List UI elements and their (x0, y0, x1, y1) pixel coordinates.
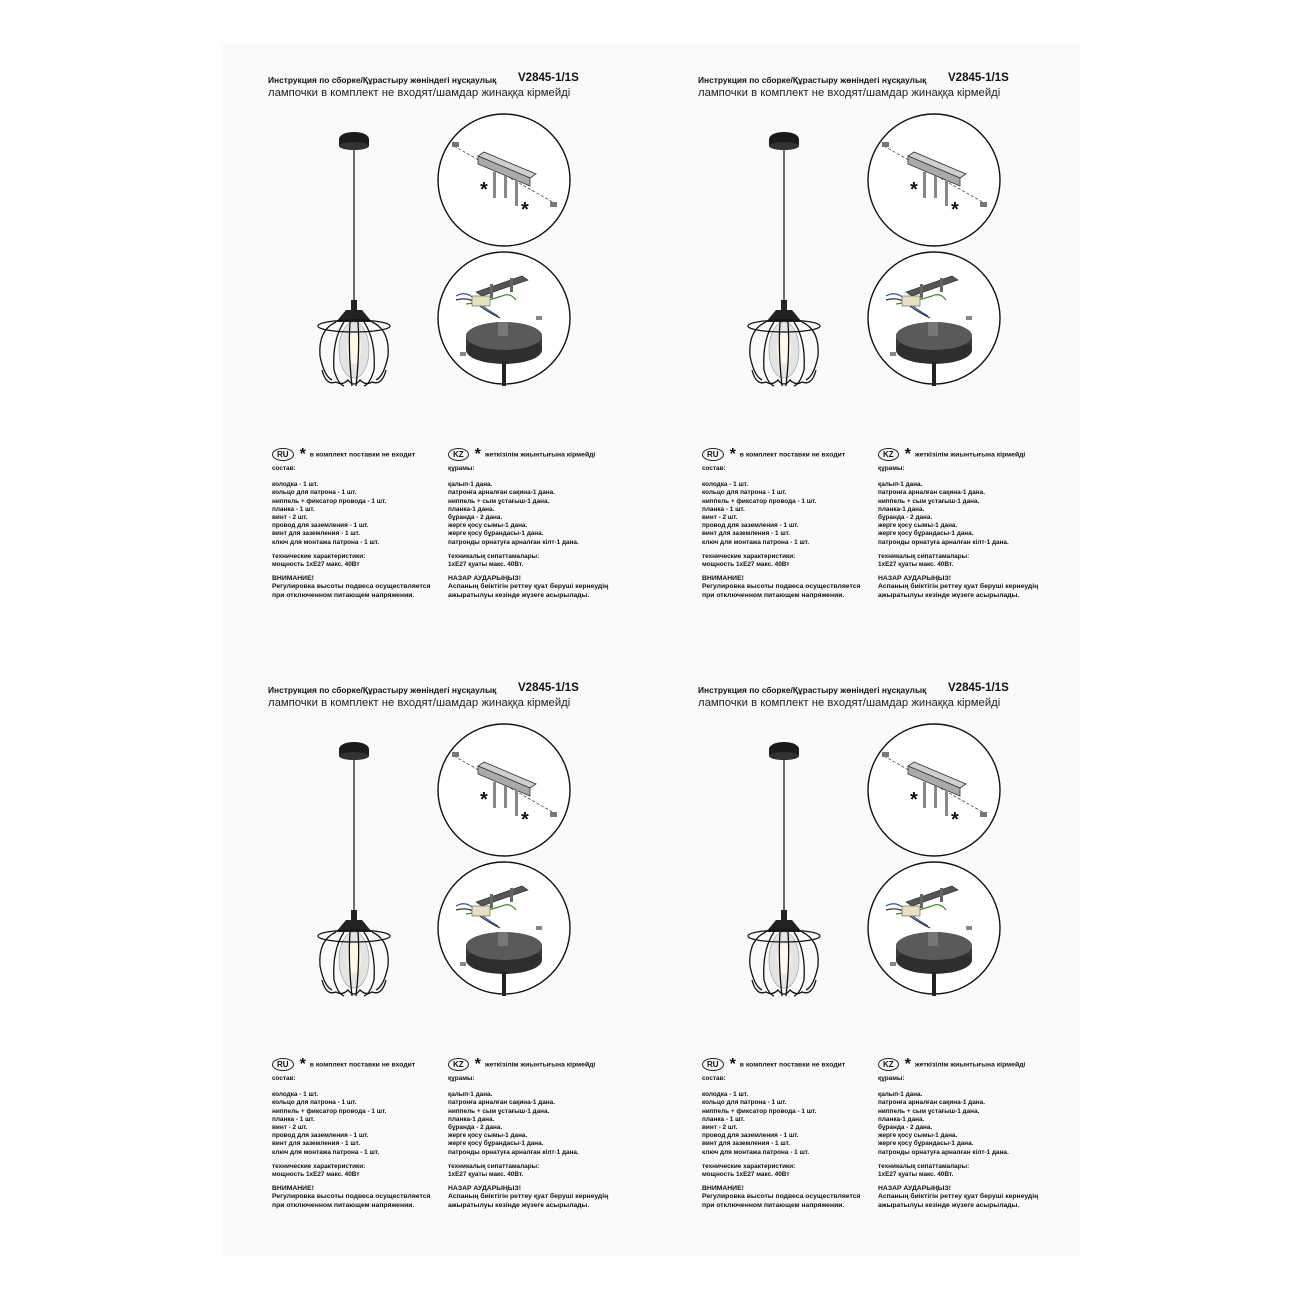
instruction-page (268, 72, 698, 672)
kz-warning-title: НАЗАР АУДАРЫҢЫЗ! (448, 575, 521, 583)
ru-warning-title: ВНИМАНИЕ! (272, 1185, 314, 1193)
star-icon: * (904, 445, 911, 463)
kz-warning-text: ажыратылуы кезінде жүзеге асырылады. (878, 591, 1020, 599)
ru-warning-title: ВНИМАНИЕ! (702, 1185, 744, 1193)
kz-not-included: жеткізілім жиынтығына кірмейді (484, 451, 596, 459)
ru-header (702, 445, 846, 463)
ru-composition-title: состав: (702, 1075, 726, 1082)
list-item: патронға арналған сақина-1 дана. (448, 489, 555, 497)
ru-badge: RU (702, 448, 724, 461)
ru-column (272, 465, 450, 600)
kz-warning-text: Аспаның биіктігін реттеу қуат беруші кернеудің (448, 583, 609, 591)
list-item: ниппель + сым ұстағыш-1 дана. (878, 1107, 980, 1115)
list-item: планка-1 дана. (448, 1115, 495, 1123)
list-item: провод для заземления - 1 шт. (272, 1132, 369, 1140)
kz-power: 1xE27 қуаты макс. 40Вт. (448, 1171, 524, 1179)
list-item: бұранда - 2 дана. (878, 514, 933, 522)
instruction-page (268, 682, 698, 1282)
list-item: планка - 1 шт. (702, 1115, 745, 1123)
kz-power: 1xE27 қуаты макс. 40Вт. (878, 1171, 954, 1179)
kz-header (448, 1055, 596, 1073)
ru-specs-title: технические характеристики: (272, 552, 366, 560)
ru-specs-title: технические характеристики: (702, 552, 796, 560)
list-item: жерге қосу бұрандасы-1 дана. (448, 1140, 544, 1148)
ru-warning-text: при отключенном питающем напряжении. (702, 591, 845, 599)
list-item: винт для заземления - 1 шт. (702, 530, 790, 538)
instruction-page (698, 682, 1128, 1282)
list-item: провод для заземления - 1 шт. (702, 1132, 799, 1140)
header-subtitle: лампочки в комплект не входят/шамдар жинаққа кірмейді (268, 87, 571, 99)
list-item: винт для заземления - 1 шт. (272, 1140, 360, 1148)
list-item: жерге қосу сымы-1 дана. (448, 522, 528, 530)
list-item: провод для заземления - 1 шт. (702, 522, 799, 530)
list-item: ключ для монтажа патрона - 1 шт. (702, 538, 810, 546)
kz-specs-title: техникалық сипаттамалары: (878, 1162, 970, 1170)
kz-specs-title: техникалық сипаттамалары: (878, 552, 970, 560)
bracket-mounting-diagram (866, 112, 1002, 248)
ru-badge: RU (272, 448, 294, 461)
list-item: қалып-1 дана. (448, 481, 493, 489)
star-icon: * (729, 1055, 736, 1073)
list-item: планка-1 дана. (448, 505, 495, 513)
not-included-star: * (521, 809, 529, 831)
header-title: Инструкция по сборке/Құрастыру жөніндегі нұсқаулық (698, 685, 927, 695)
list-item: жерге қосу бұрандасы-1 дана. (878, 1140, 974, 1148)
bracket-mounting-diagram (436, 112, 572, 248)
pendant-lamp-illustration (740, 740, 828, 1000)
ru-warning-text: Регулировка высоты подвеса осуществляется (272, 1193, 431, 1201)
list-item: ключ для монтажа патрона - 1 шт. (702, 1148, 810, 1156)
list-item: патронға арналған сақина-1 дана. (878, 1099, 985, 1107)
kz-warning-text: ажыратылуы кезінде жүзеге асырылады. (448, 1201, 590, 1209)
list-item: патронға арналған сақина-1 дана. (448, 1099, 555, 1107)
wiring-canopy-diagram (866, 250, 1002, 386)
wiring-canopy-diagram (866, 860, 1002, 996)
list-item: кольцо для патрона - 1 шт. (272, 489, 357, 497)
ru-power: мощность 1xE27 макс. 40Вт (702, 561, 790, 569)
not-included-star: * (521, 199, 529, 221)
kz-header (878, 445, 1026, 463)
pendant-lamp-illustration (310, 740, 398, 1000)
ru-power: мощность 1xE27 макс. 40Вт (272, 561, 360, 569)
ru-header (272, 1055, 416, 1073)
kz-badge: KZ (878, 1058, 899, 1071)
list-item: патронды орнатуға арналған кілт-1 дана. (448, 1148, 579, 1156)
star-icon: * (729, 445, 736, 463)
list-item: ниппель + сым ұстағыш-1 дана. (448, 1107, 550, 1115)
list-item: ниппель + сым ұстағыш-1 дана. (448, 497, 550, 505)
ru-not-included: в комплект поставки не входит (309, 451, 416, 459)
ru-not-included: в комплект поставки не входит (739, 451, 846, 459)
kz-not-included: жеткізілім жиынтығына кірмейді (914, 451, 1026, 459)
list-item: бұранда - 2 дана. (448, 514, 503, 522)
list-item: винт для заземления - 1 шт. (272, 530, 360, 538)
list-item: провод для заземления - 1 шт. (272, 522, 369, 530)
ru-warning-text: Регулировка высоты подвеса осуществляется (272, 583, 431, 591)
kz-column (878, 465, 1056, 600)
model-number: V2845-1/1S (518, 682, 579, 694)
ru-warning-text: при отключенном питающем напряжении. (272, 591, 415, 599)
kz-not-included: жеткізілім жиынтығына кірмейді (484, 1061, 596, 1069)
wiring-canopy-diagram (436, 250, 572, 386)
list-item: планка-1 дана. (878, 1115, 925, 1123)
list-item: винт - 2 шт. (272, 514, 308, 522)
list-item: планка-1 дана. (878, 505, 925, 513)
kz-badge: KZ (448, 1058, 469, 1071)
list-item: кольцо для патрона - 1 шт. (702, 489, 787, 497)
kz-specs-title: техникалық сипаттамалары: (448, 552, 540, 560)
kz-power: 1xE27 қуаты макс. 40Вт. (878, 561, 954, 569)
kz-warning-text: Аспаның биіктігін реттеу қуат беруші кернеудің (878, 1193, 1039, 1201)
kz-column (878, 1075, 1056, 1210)
kz-warning-text: Аспаның биіктігін реттеу қуат беруші кернеудің (448, 1193, 609, 1201)
ru-header (272, 445, 416, 463)
kz-not-included: жеткізілім жиынтығына кірмейді (914, 1061, 1026, 1069)
list-item: ниппель + фиксатор провода - 1 шт. (702, 497, 817, 505)
ru-column (702, 1075, 880, 1210)
kz-column (448, 465, 626, 600)
ru-column (702, 465, 880, 600)
wiring-canopy-diagram (436, 860, 572, 996)
kz-warning-text: Аспаның биіктігін реттеу қуат беруші кернеудің (878, 583, 1039, 591)
list-item: планка - 1 шт. (702, 505, 745, 513)
not-included-star: * (480, 789, 488, 811)
ru-specs-title: технические характеристики: (702, 1162, 796, 1170)
kz-badge: KZ (448, 448, 469, 461)
list-item: планка - 1 шт. (272, 1115, 315, 1123)
kz-header (448, 445, 596, 463)
kz-composition-title: құрамы: (448, 465, 475, 472)
list-item: колодка - 1 шт. (702, 481, 749, 489)
kz-warning-title: НАЗАР АУДАРЫҢЫЗ! (448, 1185, 521, 1193)
list-item: кольцо для патрона - 1 шт. (272, 1099, 357, 1107)
list-item: ниппель + сым ұстағыш-1 дана. (878, 497, 980, 505)
kz-power: 1xE27 қуаты макс. 40Вт. (448, 561, 524, 569)
list-item: винт для заземления - 1 шт. (702, 1140, 790, 1148)
not-included-star: * (951, 199, 959, 221)
ru-badge: RU (272, 1058, 294, 1071)
kz-composition-title: құрамы: (448, 1075, 475, 1082)
ru-not-included: в комплект поставки не входит (739, 1061, 846, 1069)
header-title: Инструкция по сборке/Құрастыру жөніндегі нұсқаулық (268, 685, 497, 695)
ru-warning-text: при отключенном питающем напряжении. (702, 1201, 845, 1209)
ru-warning-text: Регулировка высоты подвеса осуществляется (702, 583, 861, 591)
list-item: ключ для монтажа патрона - 1 шт. (272, 1148, 380, 1156)
list-item: ниппель + фиксатор провода - 1 шт. (272, 1107, 387, 1115)
bracket-mounting-diagram (436, 722, 572, 858)
ru-power: мощность 1xE27 макс. 40Вт (702, 1171, 790, 1179)
header-subtitle: лампочки в комплект не входят/шамдар жинаққа кірмейді (698, 697, 1001, 709)
list-item: ключ для монтажа патрона - 1 шт. (272, 538, 380, 546)
kz-composition-title: құрамы: (878, 1075, 905, 1082)
not-included-star: * (480, 179, 488, 201)
ru-warning-title: ВНИМАНИЕ! (272, 575, 314, 583)
model-number: V2845-1/1S (948, 682, 1009, 694)
list-item: патронды орнатуға арналған кілт-1 дана. (878, 538, 1009, 546)
header-title: Инструкция по сборке/Құрастыру жөніндегі нұсқаулық (268, 75, 497, 85)
instruction-page (698, 72, 1128, 672)
list-item: патронға арналған сақина-1 дана. (878, 489, 985, 497)
header-subtitle: лампочки в комплект не входят/шамдар жинаққа кірмейді (268, 697, 571, 709)
pendant-lamp-illustration (310, 130, 398, 390)
list-item: қалып-1 дана. (878, 1091, 923, 1099)
list-item: кольцо для патрона - 1 шт. (702, 1099, 787, 1107)
model-number: V2845-1/1S (518, 72, 579, 84)
not-included-star: * (910, 789, 918, 811)
ru-warning-text: при отключенном питающем напряжении. (272, 1201, 415, 1209)
ru-specs-title: технические характеристики: (272, 1162, 366, 1170)
star-icon: * (299, 445, 306, 463)
list-item: бұранда - 2 дана. (878, 1124, 933, 1132)
list-item: жерге қосу сымы-1 дана. (878, 522, 958, 530)
header-title: Инструкция по сборке/Құрастыру жөніндегі нұсқаулық (698, 75, 927, 85)
header-subtitle: лампочки в комплект не входят/шамдар жинаққа кірмейді (698, 87, 1001, 99)
list-item: винт - 2 шт. (702, 1124, 738, 1132)
ru-header (702, 1055, 846, 1073)
ru-composition-title: состав: (272, 1075, 296, 1082)
model-number: V2845-1/1S (948, 72, 1009, 84)
list-item: бұранда - 2 дана. (448, 1124, 503, 1132)
list-item: патронды орнатуға арналған кілт-1 дана. (448, 538, 579, 546)
ru-power: мощность 1xE27 макс. 40Вт (272, 1171, 360, 1179)
ru-composition-title: состав: (272, 465, 296, 472)
list-item: колодка - 1 шт. (702, 1091, 749, 1099)
list-item: колодка - 1 шт. (272, 481, 319, 489)
kz-column (448, 1075, 626, 1210)
pendant-lamp-illustration (740, 130, 828, 390)
not-included-star: * (951, 809, 959, 831)
kz-composition-title: құрамы: (878, 465, 905, 472)
ru-composition-title: состав: (702, 465, 726, 472)
star-icon: * (904, 1055, 911, 1073)
not-included-star: * (910, 179, 918, 201)
kz-warning-title: НАЗАР АУДАРЫҢЫЗ! (878, 1185, 951, 1193)
list-item: патронды орнатуға арналған кілт-1 дана. (878, 1148, 1009, 1156)
list-item: жерге қосу сымы-1 дана. (878, 1132, 958, 1140)
kz-badge: KZ (878, 448, 899, 461)
kz-header (878, 1055, 1026, 1073)
list-item: жерге қосу бұрандасы-1 дана. (448, 530, 544, 538)
list-item: жерге қосу бұрандасы-1 дана. (878, 530, 974, 538)
list-item: жерге қосу сымы-1 дана. (448, 1132, 528, 1140)
list-item: ниппель + фиксатор провода - 1 шт. (702, 1107, 817, 1115)
list-item: планка - 1 шт. (272, 505, 315, 513)
ru-warning-text: Регулировка высоты подвеса осуществляется (702, 1193, 861, 1201)
ru-column (272, 1075, 450, 1210)
kz-warning-title: НАЗАР АУДАРЫҢЫЗ! (878, 575, 951, 583)
kz-warning-text: ажыратылуы кезінде жүзеге асырылады. (448, 591, 590, 599)
kz-warning-text: ажыратылуы кезінде жүзеге асырылады. (878, 1201, 1020, 1209)
ru-badge: RU (702, 1058, 724, 1071)
list-item: винт - 2 шт. (272, 1124, 308, 1132)
star-icon: * (299, 1055, 306, 1073)
star-icon: * (474, 445, 481, 463)
ru-warning-title: ВНИМАНИЕ! (702, 575, 744, 583)
ru-not-included: в комплект поставки не входит (309, 1061, 416, 1069)
star-icon: * (474, 1055, 481, 1073)
bracket-mounting-diagram (866, 722, 1002, 858)
kz-specs-title: техникалық сипаттамалары: (448, 1162, 540, 1170)
list-item: қалып-1 дана. (448, 1091, 493, 1099)
list-item: ниппель + фиксатор провода - 1 шт. (272, 497, 387, 505)
list-item: қалып-1 дана. (878, 481, 923, 489)
list-item: колодка - 1 шт. (272, 1091, 319, 1099)
list-item: винт - 2 шт. (702, 514, 738, 522)
